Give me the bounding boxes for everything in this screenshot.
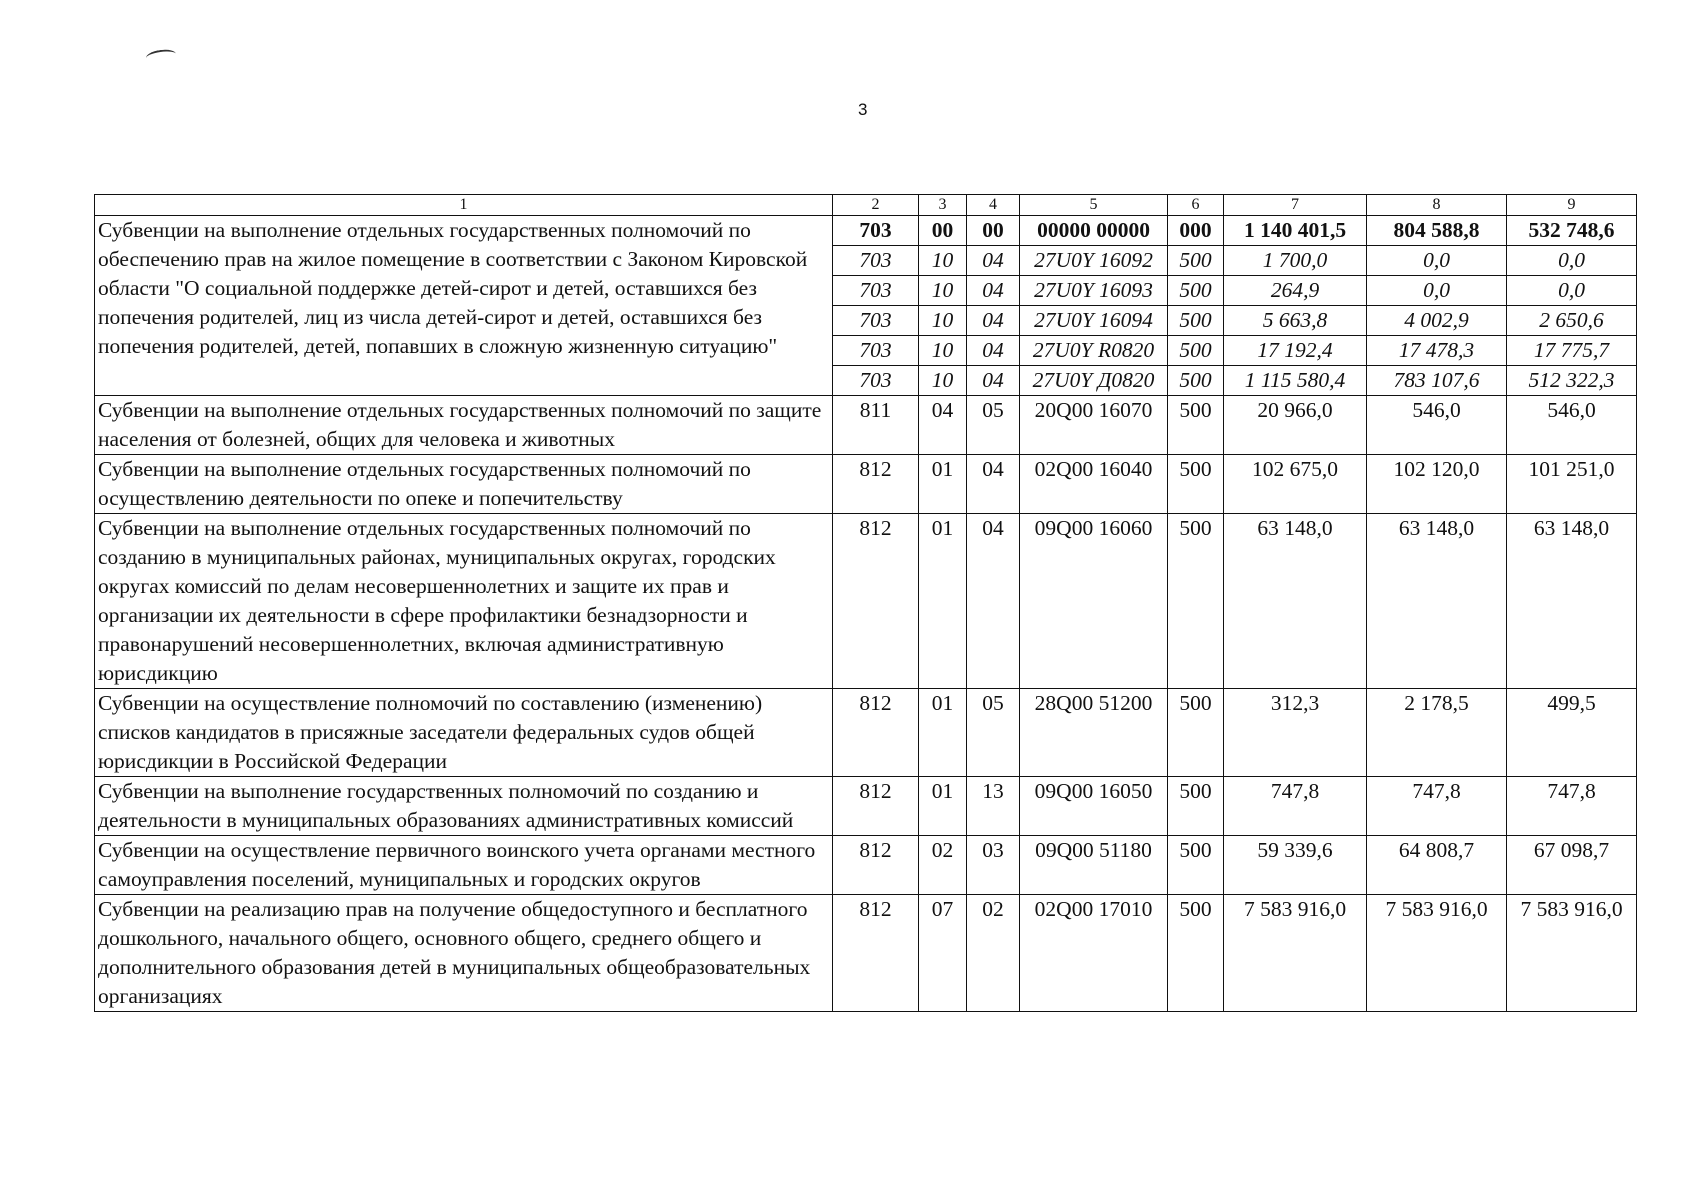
table-cell: 500 [1168,836,1224,895]
table-cell: 27U0Y 16094 [1020,306,1168,336]
table-cell: 703 [833,246,919,276]
column-header: 7 [1224,195,1367,216]
row-description: Субвенции на осуществление полномочий по составлению (изменению) списков кандидатов в присяжные заседатели федеральных судов общей юрисдикции в Российской Федерации [95,689,833,777]
table-cell: 63 148,0 [1507,514,1637,689]
table-cell: 00 [919,216,967,246]
table-cell: 546,0 [1507,396,1637,455]
table-cell: 499,5 [1507,689,1637,777]
table-cell: 812 [833,777,919,836]
table-cell: 03 [967,836,1020,895]
table-cell: 02Q00 16040 [1020,455,1168,514]
table-cell: 500 [1168,306,1224,336]
column-header: 5 [1020,195,1168,216]
column-header: 3 [919,195,967,216]
table-cell: 09Q00 16060 [1020,514,1168,689]
column-header: 9 [1507,195,1637,216]
table-cell: 10 [919,246,967,276]
table-cell: 04 [967,246,1020,276]
table-cell: 07 [919,895,967,1012]
row-description: Субвенции на реализацию прав на получение общедоступного и бесплатного дошкольного, начального общего, основного общего, среднего общего и дополнительного образования детей в муниципальных общеобразовательных организациях [95,895,833,1012]
table-cell: 500 [1168,246,1224,276]
table-cell: 747,8 [1507,777,1637,836]
table-cell: 500 [1168,455,1224,514]
table-cell: 05 [967,689,1020,777]
table-cell: 500 [1168,396,1224,455]
table-row [95,836,1637,895]
row-description: Субвенции на выполнение отдельных государственных полномочий по обеспечению прав на жилое помещение в соответствии с Законом Кировской области "О социальной поддержке детей-сирот и детей, оставшихся без попечения родителей, лиц из числа детей-сирот и детей, оставшихся без попечения родителей, детей, попавших в сложную жизненную ситуацию" [95,216,833,396]
table-cell: 2 650,6 [1507,306,1637,336]
table-cell: 09Q00 51180 [1020,836,1168,895]
row-description: Субвенции на выполнение отдельных государственных полномочий по защите населения от болезней, общих для человека и животных [95,396,833,455]
table-cell: 812 [833,455,919,514]
table-cell: 00000 00000 [1020,216,1168,246]
table-cell: 312,3 [1224,689,1367,777]
table-cell: 02 [967,895,1020,1012]
table-cell: 20 966,0 [1224,396,1367,455]
handwritten-mark [145,48,176,64]
column-header-row [95,195,1637,216]
table-cell: 67 098,7 [1507,836,1637,895]
table-cell: 59 339,6 [1224,836,1367,895]
table-cell: 27U0Y Д0820 [1020,366,1168,396]
table-cell: 102 675,0 [1224,455,1367,514]
table-cell: 04 [967,276,1020,306]
table-row [95,455,1637,514]
table-cell: 811 [833,396,919,455]
table-cell: 500 [1168,689,1224,777]
table-cell: 00 [967,216,1020,246]
table-cell: 01 [919,689,967,777]
table-cell: 17 192,4 [1224,336,1367,366]
table-cell: 5 663,8 [1224,306,1367,336]
table-cell: 04 [967,366,1020,396]
table-cell: 783 107,6 [1367,366,1507,396]
table-cell: 101 251,0 [1507,455,1637,514]
table-cell: 1 140 401,5 [1224,216,1367,246]
table-cell: 27U0Y R0820 [1020,336,1168,366]
table-cell: 20Q00 16070 [1020,396,1168,455]
table-cell: 4 002,9 [1367,306,1507,336]
table-cell: 27U0Y 16093 [1020,276,1168,306]
table-cell: 747,8 [1224,777,1367,836]
table-cell: 500 [1168,895,1224,1012]
column-header: 4 [967,195,1020,216]
table-cell: 10 [919,276,967,306]
table-cell: 09Q00 16050 [1020,777,1168,836]
column-header: 1 [95,195,833,216]
page-number: 3 [858,100,868,119]
table-cell: 546,0 [1367,396,1507,455]
table-cell: 7 583 916,0 [1507,895,1637,1012]
table-cell: 102 120,0 [1367,455,1507,514]
table-cell: 04 [967,336,1020,366]
table-row [95,216,1637,246]
table-cell: 532 748,6 [1507,216,1637,246]
table-cell: 500 [1168,777,1224,836]
table-cell: 27U0Y 16092 [1020,246,1168,276]
table-cell: 04 [919,396,967,455]
table-cell: 812 [833,836,919,895]
table-cell: 747,8 [1367,777,1507,836]
table-row [95,514,1637,689]
table-cell: 500 [1168,336,1224,366]
table-cell: 0,0 [1507,246,1637,276]
table-cell: 0,0 [1367,276,1507,306]
table-row [95,895,1637,1012]
table-cell: 13 [967,777,1020,836]
table-cell: 63 148,0 [1367,514,1507,689]
table-cell: 703 [833,366,919,396]
table-cell: 04 [967,514,1020,689]
table-cell: 10 [919,336,967,366]
table-cell: 01 [919,777,967,836]
table-row [95,777,1637,836]
table-cell: 02 [919,836,967,895]
table-cell: 10 [919,306,967,336]
table-cell: 703 [833,306,919,336]
table-cell: 10 [919,366,967,396]
table-cell: 804 588,8 [1367,216,1507,246]
table-cell: 500 [1168,514,1224,689]
table-cell: 28Q00 51200 [1020,689,1168,777]
table-cell: 703 [833,216,919,246]
column-header: 2 [833,195,919,216]
table-cell: 1 115 580,4 [1224,366,1367,396]
table-cell: 0,0 [1367,246,1507,276]
table-cell: 2 178,5 [1367,689,1507,777]
table-row [95,396,1637,455]
table-cell: 703 [833,276,919,306]
table-cell: 7 583 916,0 [1224,895,1367,1012]
column-header: 8 [1367,195,1507,216]
table-row [95,689,1637,777]
table-cell: 64 808,7 [1367,836,1507,895]
table-cell: 02Q00 17010 [1020,895,1168,1012]
table-cell: 703 [833,336,919,366]
table-cell: 01 [919,455,967,514]
table-cell: 7 583 916,0 [1367,895,1507,1012]
row-description: Субвенции на осуществление первичного воинского учета органами местного самоуправления поселений, муниципальных и городских округов [95,836,833,895]
table-cell: 63 148,0 [1224,514,1367,689]
table-cell: 04 [967,306,1020,336]
table-cell: 500 [1168,276,1224,306]
table-cell: 17 478,3 [1367,336,1507,366]
table-cell: 0,0 [1507,276,1637,306]
table-cell: 000 [1168,216,1224,246]
column-header: 6 [1168,195,1224,216]
table-cell: 05 [967,396,1020,455]
table-cell: 01 [919,514,967,689]
table-cell: 04 [967,455,1020,514]
budget-table [94,194,1637,1012]
table-cell: 264,9 [1224,276,1367,306]
table-cell: 512 322,3 [1507,366,1637,396]
row-description: Субвенции на выполнение отдельных государственных полномочий по созданию в муниципальных районах, муниципальных округах, городских округах комиссий по делам несовершеннолетних и защите их прав и организации их деятельности в сфере профилактики безнадзорности и правонарушений несовершеннолетних, включая административную юрисдикцию [95,514,833,689]
row-description: Субвенции на выполнение государственных полномочий по созданию и деятельности в муниципальных образованиях административных комиссий [95,777,833,836]
table-cell: 1 700,0 [1224,246,1367,276]
table-cell: 500 [1168,366,1224,396]
table-cell: 812 [833,514,919,689]
row-description: Субвенции на выполнение отдельных государственных полномочий по осуществлению деятельности по опеке и попечительству [95,455,833,514]
table-cell: 812 [833,689,919,777]
table-cell: 17 775,7 [1507,336,1637,366]
table-cell: 812 [833,895,919,1012]
